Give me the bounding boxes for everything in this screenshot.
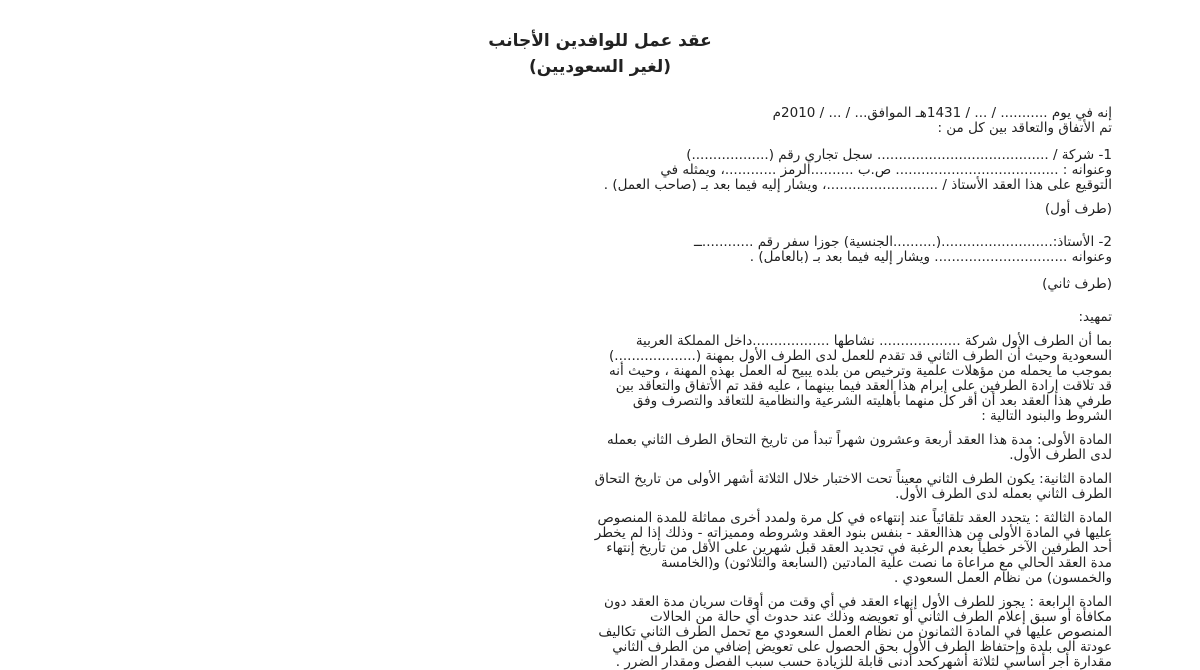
preamble-line: السعودية وحيث أن الطرف الثاني قد تقدم للعمل لدى الطرف الأول بمهنة (...................) <box>609 348 1112 364</box>
party2-line: وعنوانه ............................... ويشار إليه فيما بعد بـ (بالعامل) . <box>749 249 1112 265</box>
article-3-line: مدة العقد الحالي مع مراعاة ما نصت علية المادتين (السابعة والثلاثون) و(الخامسة <box>660 555 1112 571</box>
article-4-line: عودتة الى بلدة وإحتفاظ الطرف الأول بحق الحصول على تعويض إضافي من الطرف الثاني <box>612 639 1112 655</box>
preamble-paragraph <box>88 334 1112 424</box>
party1-line: 1- شركة / ........................................ سجل تجاري رقم (..................) <box>686 147 1112 163</box>
article-4-line: مقدارة أجر أساسي لثلاثة أشهركحد أدنى قابلة للزيادة حسب سبب الفصل ومقدار الضرر . <box>615 654 1112 670</box>
article-3-line: المادة الثالثة : يتجدد العقد تلقائياً عند إنتهاءه في كل مرة ولمدد أخرى مماثلة للمدة المنصوص <box>597 510 1112 526</box>
article-2-line: الطرف الثاني بعمله لدى الطرف الأول. <box>895 486 1112 502</box>
article-3-line: عليها في المادة الأولى من هذاالعقد - بنفس بنود العقد وشروطه ومميزاته - وذلك إذا لم يخطر <box>594 525 1112 541</box>
article-1-line: لدى الطرف الأول. <box>1009 447 1112 463</box>
party1-line: وعنوانه : ...................................... ص.ب ..........الرمز ............، ويمثله في <box>660 162 1112 178</box>
intro-agreement-line: تم الأتفاق والتعاقد بين كل من : <box>937 120 1112 136</box>
preamble-label: تمهيد: <box>1078 309 1112 325</box>
preamble-line: طرفي هذا العقد بعد أن أقر كل منهما بأهليته الشرعية والنظامية للتعاقد والتصرف وفق <box>632 393 1112 409</box>
article-1 <box>88 433 1112 463</box>
article-3-line: أحد الطرفين الآخر خطياً بعدم الرغبة في تجديد العقد قبل شهرين على الأقل من تاريخ إنتهاء <box>606 540 1112 556</box>
preamble-line: بموجب ما يحمله من مؤهلات علمية وترخيص من بلده يبيح له العمل بهذه المهنة ، وحيث أنه <box>609 363 1112 379</box>
party1-label: (طرف أول) <box>1044 201 1112 217</box>
article-2-line: المادة الثانية: يكون الطرف الثاني معيناً تحت الاختبار خلال الثلاثة أشهر الأولى من تاريخ التحاق <box>594 471 1112 487</box>
party2-label: (طرف ثاني) <box>1042 276 1112 292</box>
article-3 <box>88 511 1112 586</box>
article-4-line: المادة الرابعة : يجوز للطرف الأول إنهاء العقد في أي وقت من أوقات سريان مدة العقد دون <box>604 594 1112 610</box>
contract-document <box>88 28 1112 670</box>
article-2 <box>88 472 1112 502</box>
article-3-line: والخمسون) من نظام العمل السعودي . <box>893 570 1112 586</box>
article-4-line: المنصوص عليها في المادة الثمانون من نظام العمل السعودي مع تحمل الطرف الثاني تكاليف <box>598 624 1112 640</box>
article-4-line: مكافأة أو سبق إعلام الطرف الثاني أو تعويضه وذلك عند حدوث أي حالة من الحالات <box>650 609 1112 625</box>
preamble-line: الشروط والبنود التالية : <box>981 408 1112 424</box>
preamble-line: بما أن الطرف الأول شركة ................... نشاطها ..................داخل المملكة العربية <box>635 333 1112 349</box>
article-1-line: المادة الأولى: مدة هذا العقد أربعة وعشرون شهراً تبدأ من تاريخ التحاق الطرف الثاني بعمله <box>607 432 1112 448</box>
document-title: عقد عمل للوافدين الأجانب <box>488 31 712 51</box>
document-subtitle: (لغير السعوديين) <box>528 57 672 77</box>
party1-line: التوقيع على هذا العقد الأستاذ / ..........................، ويشار إليه فيما بعد بـ (صاحب العمل) . <box>603 177 1112 193</box>
preamble-line: قد تلاقت إرادة الطرفين على إبرام هذا العقد فيما بينهما ، عليه فقد تم الأتفاق والتعاقد بين <box>615 378 1112 394</box>
intro-date-line: إنه في يوم ........... / ... / 1431هـ الموافق... / ... / 2010م <box>772 105 1112 121</box>
party2-line: 2- الأستاذ:..........................(..........الجنسية) جوزا سفر رقم ............ــ <box>694 234 1112 250</box>
party1-block <box>88 148 1112 193</box>
article-4 <box>88 595 1112 670</box>
party2-block <box>88 235 1112 265</box>
